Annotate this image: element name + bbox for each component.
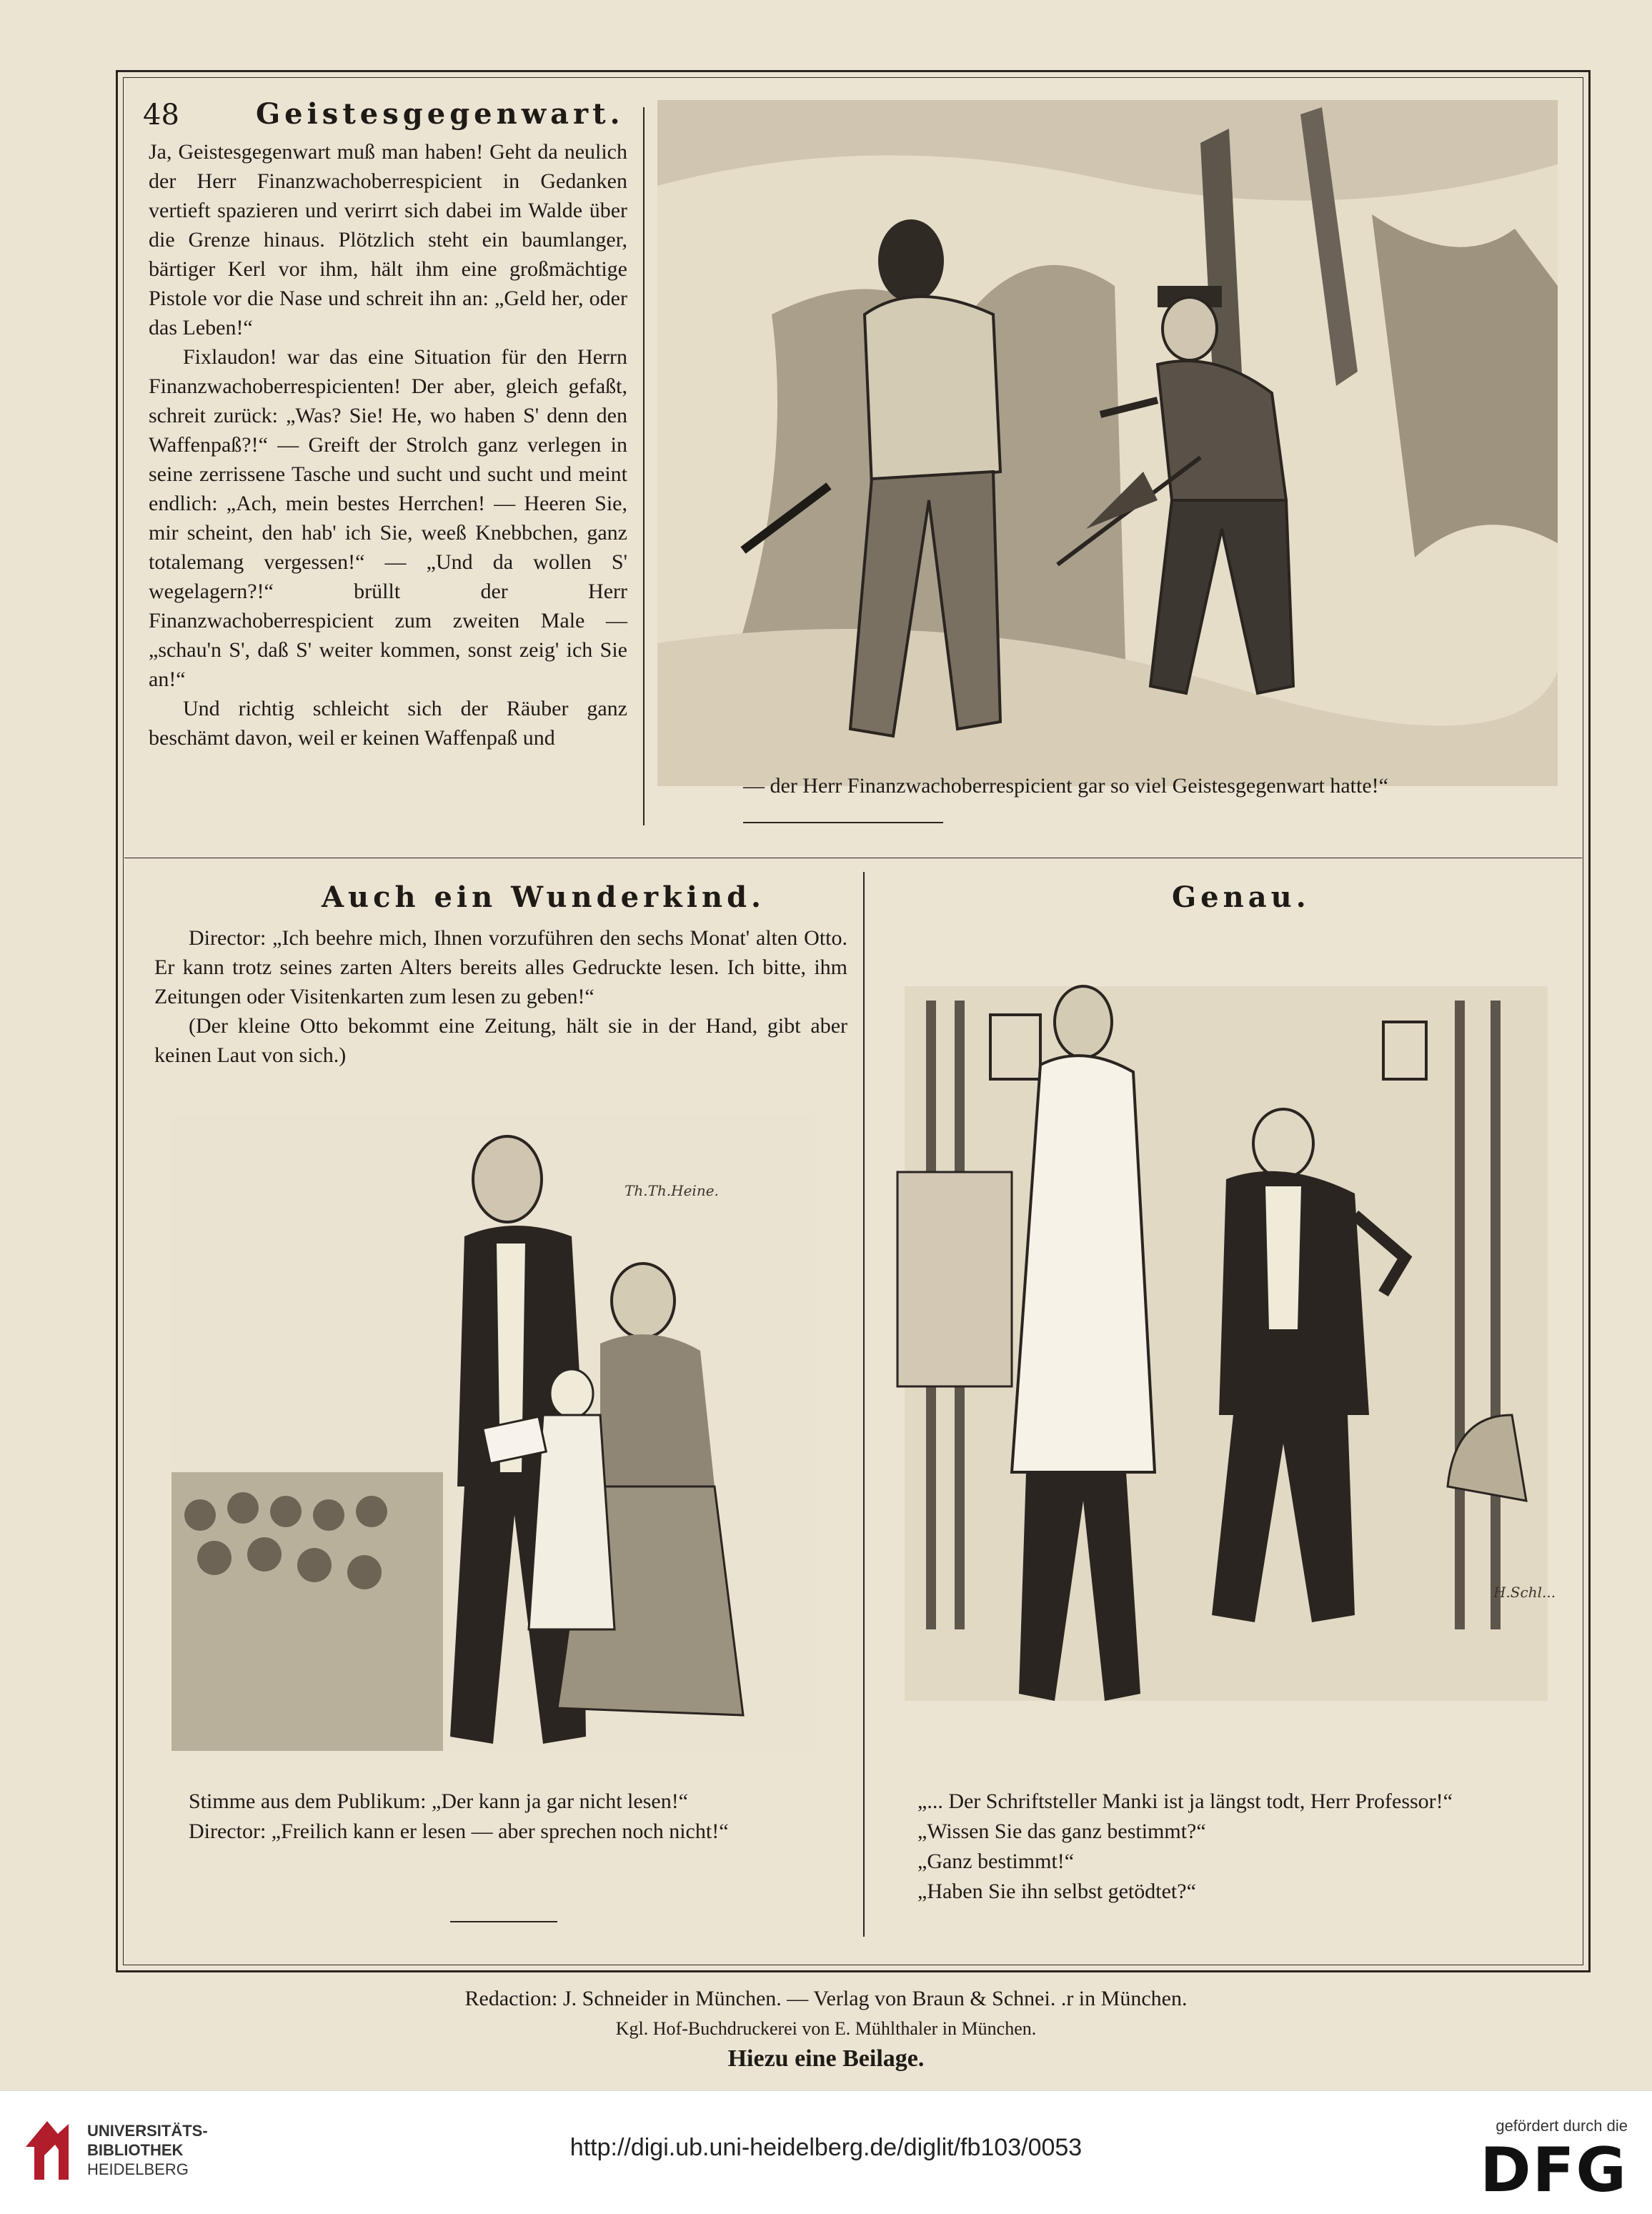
article-body-wunderkind [154, 923, 847, 1070]
illustration-forest-robbery [657, 100, 1558, 786]
paragraph: (Der kleine Otto bekommt eine Zeitung, hält sie in der Hand, gibt aber keinen Laut von sich.) [154, 1014, 847, 1067]
caption-geistesgegenwart: — der Herr Finanzwachoberrespicient gar so viel Geistesgegenwart hatte!“ [743, 774, 1388, 798]
caption-line: Director: „Freilich kann er lesen — aber sprechen noch nicht!“ [189, 1820, 729, 1843]
imprint-line-1: Redaction: J. Schneider in München. — Verlag von Braun & Schnei. .r in München. [464, 1987, 1188, 2010]
column-rule-top [643, 107, 645, 825]
caption-wunderkind [154, 1787, 847, 1847]
paragraph: Fixlaudon! war das eine Situation für den Herrn Finanzwachoberrespicienten! Der aber, gleich gefaßt, schreit zurück: „Was? Sie! He, wo haben S' denn den Waffenpaß?!“ — Greift der Strolch ganz verlegen in seine zerrissene Tasche und sucht und sucht und meint endlich: „Ach, mein bestes Herrchen! — Heeren Sie, mir scheint, den hab' ich Sie, weeß Knebbchen, ganz totalemang vergessen!“ — „Und da wollen S' wegelagern?!“ brüllt der Herr Finanzwachoberrespicient zum zweiten Male — „schau'n S', daß S' weiter kommen, sonst zeig' ich Sie an!“ [149, 345, 627, 691]
caption-line: „Wissen Sie das ganz bestimmt?“ [917, 1820, 1206, 1843]
caption-line: „Haben Sie ihn selbst getödtet?“ [917, 1880, 1196, 1903]
article-title-geistesgegenwart: Geistesgegenwart. [256, 97, 625, 131]
paragraph: Ja, Geistesgegenwart muß man haben! Geht da neulich der Herr Finanzwachoberrespicient in Gedanken vertieft spazieren und verirrt sich dabei im Walde über die Grenze hinaus. Plötzlich steht ein baumlanger, bärtiger Kerl vor ihm, hält ihm eine großmächtige Pistole vor die Nase und schreit ihn an: „Geld her, oder das Leben!“ [149, 140, 627, 339]
caption-line: „Ganz bestimmt!“ [917, 1850, 1075, 1873]
caption-line: „... Der Schriftsteller Manki ist ja längst todt, Herr Professor!“ [917, 1789, 1453, 1813]
library-name-line: BIBLIOTHEK [87, 2141, 184, 2159]
library-city: HEIDELBERG [87, 2160, 189, 2178]
sponsor-label: gefördert durch die [1496, 2117, 1628, 2135]
artist-signature-genau: H.Schl... [1493, 1584, 1556, 1601]
viewer-footer [0, 2090, 1652, 2214]
article-title-wunderkind: Auch ein Wunderkind. [322, 880, 765, 914]
caption-line: Stimme aus dem Publikum: „Der kann ja gar nicht lesen!“ [189, 1789, 688, 1813]
permalink-url[interactable]: http://digi.ub.uni-heidelberg.de/diglit/fb103/0053 [569, 2134, 1083, 2161]
dfg-logo[interactable]: DFG [1480, 2135, 1628, 2206]
imprint-line-3: Hiezu eine Beilage. [727, 2045, 925, 2072]
column-rule-bottom [863, 872, 865, 1937]
article-body-geistesgegenwart [149, 137, 627, 753]
library-name-line: UNIVERSITÄTS- [87, 2122, 208, 2140]
paragraph: Director: „Ich beehre mich, Ihnen vorzuführen den sechs Monat' alten Otto. Er kann trotz seines zarten Alters bereits alles Gedruckte lesen. Ich bitte, ihm Zeitungen oder Visitenkarten zum lesen zu geben!“ [154, 926, 847, 1008]
article-title-genau: Genau. [1172, 880, 1310, 914]
imprint-line-2: Kgl. Hof-Buchdruckerei von E. Mühlthaler in München. [615, 2018, 1037, 2039]
caption-rule [743, 822, 943, 823]
illustration-genau [883, 958, 1569, 1744]
page-number: 48 [143, 99, 179, 131]
end-rule-left [450, 1921, 557, 1922]
caption-genau [883, 1787, 1569, 1907]
paragraph: Und richtig schleicht sich der Räuber ganz beschämt davon, weil er keinen Waffenpaß und [149, 697, 627, 750]
illustration-wunderkind [171, 1115, 815, 1751]
artist-signature-heine: Th.Th.Heine. [625, 1182, 719, 1199]
